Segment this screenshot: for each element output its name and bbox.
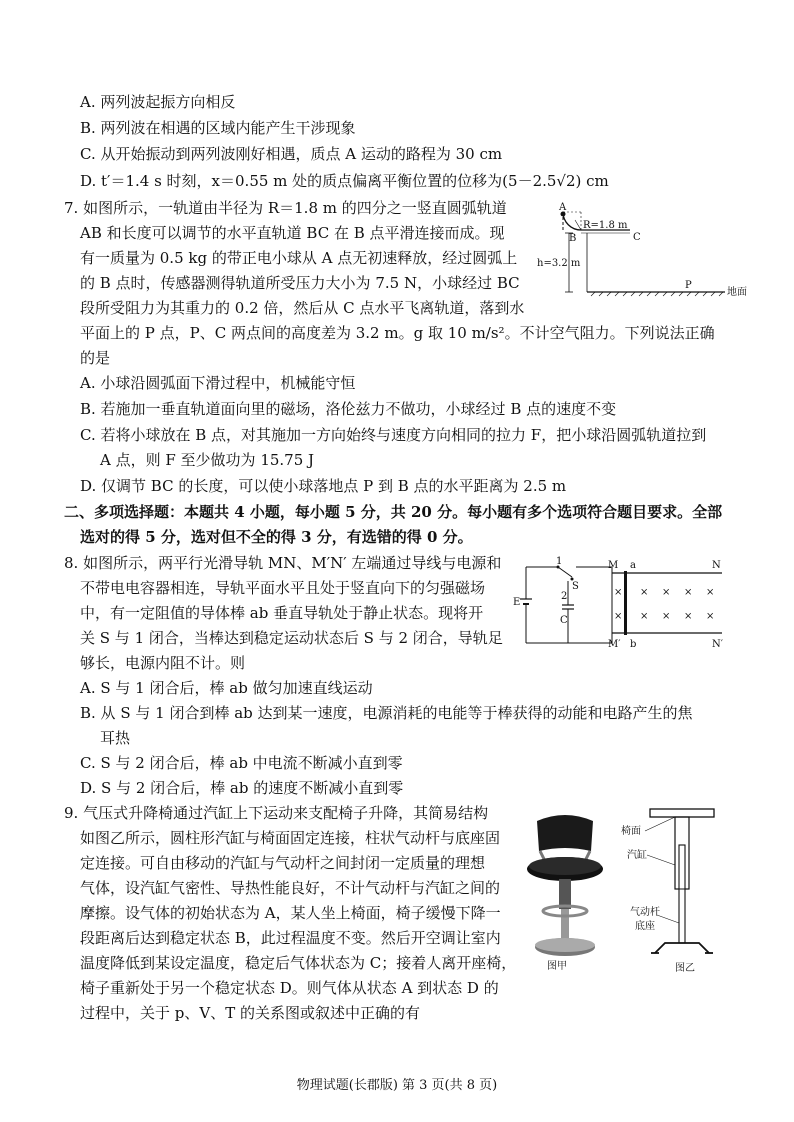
q7-track-figure (535, 200, 760, 300)
q7-label-b: B (569, 233, 577, 244)
q8-label-m: M (608, 560, 619, 571)
q8-stem-line: 8. 如图所示，两平行光滑导轨 MN、M′N′ 左端通过导线与电源和 (64, 554, 502, 572)
q9-stem-line: 如图乙所示，圆柱形汽缸与椅面固定连接，柱状气动杆与底座固 (80, 829, 501, 847)
section2-heading-cont: 选对的得 5 分，选对但不全的得 3 分，有选错的得 0 分。 (80, 528, 473, 546)
bar-stool-illustration (527, 815, 603, 956)
q8-circuit-figure (512, 555, 734, 650)
q7-stem-line: 的 B 点时，传感器测得轨道所受压力大小为 7.5 N，小球经过 BC (80, 274, 520, 292)
magnetic-field-crosses (614, 587, 714, 622)
q6-option-c: C. 从开始振动到两列波刚好相遇，质点 A 运动的路程为 30 cm (80, 145, 503, 163)
svg-text:×: × (640, 587, 649, 598)
q7-stem-line: AB 和长度可以调节的水平直轨道 BC 在 B 点平滑连接而成。现 (80, 224, 505, 242)
q8-label-b: b (630, 639, 637, 650)
svg-text:×: × (684, 587, 693, 598)
q9-label-yi: 图乙 (675, 963, 695, 974)
q7-option-c: C. 若将小球放在 B 点，对其施加一方向始终与速度方向相同的拉力 F，把小球沿圆弧轨道拉到 (80, 426, 707, 444)
q9-stem-line: 温度降低到某设定温度，稳定后气体状态为 C；接着人离开座椅， (80, 954, 517, 972)
q7-label-ground: 地面 (727, 287, 747, 298)
q8-stem-line: 够长，电源内阻不计。则 (80, 654, 246, 672)
q9-stem-line: 气体，设汽缸气密性、导热性能良好，不计气动杆与汽缸之间的 (80, 879, 501, 897)
q7-option-b: B. 若施加一垂直轨道面向里的磁场，洛伦兹力不做功，小球经过 B 点的速度不变 (80, 400, 617, 418)
q7-stem-line: 有一质量为 0.5 kg 的带正电小球从 A 点无初速释放，经过圆弧上 (80, 249, 518, 267)
svg-text:×: × (614, 611, 623, 622)
svg-text:×: × (662, 587, 671, 598)
q9-stem-line: 定连接。可自由移动的汽缸与气动杆之间封闭一定质量的理想 (80, 854, 486, 872)
svg-text:×: × (706, 611, 715, 622)
q9-label-cylinder: 汽缸 (627, 850, 647, 861)
q7-stem-line: 平面上的 P 点，P、C 两点间的高度差为 3.2 m。g 取 10 m/s²。不计空气阻力。下列说法正确 (80, 324, 715, 342)
q8-option-b: B. 从 S 与 1 闭合到棒 ab 达到某一速度，电源消耗的电能等于棒获得的动能和电路产生的焦 (80, 704, 693, 722)
q7-label-r: R=1.8 m (583, 220, 628, 231)
q6-option-d: D. t′＝1.4 s 时刻，x＝0.55 m 处的质点偏离平衡位置的位移为(5－2.5√2) cm (80, 172, 609, 190)
q9-chair-figure (525, 805, 730, 980)
q9-stem-line: 过程中，关于 p、V、T 的关系图或叙述中正确的有 (80, 1004, 420, 1022)
q8-stem-line: 关 S 与 1 闭合，当棒达到稳定运动状态后 S 与 2 闭合，导轨足 (80, 629, 503, 647)
q8-label-e: E (513, 597, 521, 608)
q8-label-mp: M′ (608, 639, 621, 650)
svg-text:×: × (662, 611, 671, 622)
q8-option-d: D. S 与 2 闭合后，棒 ab 的速度不断减小直到零 (80, 779, 404, 797)
q7-label-c: C (633, 232, 641, 243)
q7-option-a: A. 小球沿圆弧面下滑过程中，机械能守恒 (80, 374, 356, 392)
q8-label-s: S (572, 581, 579, 592)
chair-structure-diagram (645, 809, 714, 953)
section2-heading: 二、多项选择题：本题共 4 小题，每小题 5 分，共 20 分。每小题有多个选项符合题目要求。全部 (64, 503, 723, 521)
q9-label-rod: 气动杆 (630, 907, 660, 918)
q8-option-b-cont: 耳热 (100, 729, 131, 747)
q7-stem-line: 的是 (80, 349, 111, 367)
page-footer: 物理试题(长郡版) 第 3 页(共 8 页) (296, 1078, 498, 1093)
svg-text:×: × (640, 611, 649, 622)
q7-label-a: A (559, 202, 567, 213)
q7-stem-line: 段所受阻力为其重力的 0.2 倍，然后从 C 点水平飞离轨道，落到水 (80, 299, 525, 317)
q8-stem-line: 中，有一定阻值的导体棒 ab 垂直导轨处于静止状态。现将开 (80, 604, 484, 622)
q7-option-d: D. 仅调节 BC 的长度，可以使小球落地点 P 到 B 点的水平距离为 2.5 m (80, 477, 567, 495)
q8-label-c: C (560, 615, 568, 626)
q9-stem-line: 摩擦。设气体的初始状态为 A，某人坐上椅面，椅子缓慢下降一 (80, 904, 501, 922)
q6-option-a: A. 两列波起振方向相反 (80, 93, 236, 111)
q6-option-b: B. 两列波在相遇的区域内能产生干涉现象 (80, 119, 356, 137)
q7-label-p: P (685, 280, 692, 291)
q9-stem-line: 椅子重新处于另一个稳定状态 D。则气体从状态 A 到状态 D 的 (80, 979, 499, 997)
q8-option-a: A. S 与 1 闭合后，棒 ab 做匀加速直线运动 (80, 679, 373, 697)
q7-option-c-cont: A 点，则 F 至少做功为 15.75 J (100, 451, 315, 469)
q8-option-c: C. S 与 2 闭合后，棒 ab 中电流不断减小直到零 (80, 754, 403, 772)
q8-label-n: N (712, 560, 721, 571)
svg-text:×: × (684, 611, 693, 622)
q8-label-a: a (630, 560, 636, 571)
q9-stem-line: 9. 气压式升降椅通过汽缸上下运动来支配椅子升降，其简易结构 (64, 804, 489, 822)
q8-label-2: 2 (561, 591, 568, 602)
svg-text:×: × (614, 587, 623, 598)
q8-label-1: 1 (556, 556, 563, 567)
q8-label-np: N′ (712, 639, 724, 650)
q9-label-jia: 图甲 (547, 961, 567, 972)
q9-label-base: 底座 (635, 921, 655, 932)
svg-text:×: × (706, 587, 715, 598)
q7-stem-line: 7. 如图所示，一轨道由半径为 R＝1.8 m 的四分之一竖直圆弧轨道 (64, 199, 507, 217)
q8-stem-line: 不带电电容器相连，导轨平面水平且处于竖直向下的匀强磁场 (80, 579, 486, 597)
q7-label-h: h=3.2 m (537, 258, 581, 269)
q9-label-seat: 椅面 (621, 826, 641, 837)
q9-stem-line: 段距离后达到稳定状态 B，此过程温度不变。然后开空调让室内 (80, 929, 501, 947)
